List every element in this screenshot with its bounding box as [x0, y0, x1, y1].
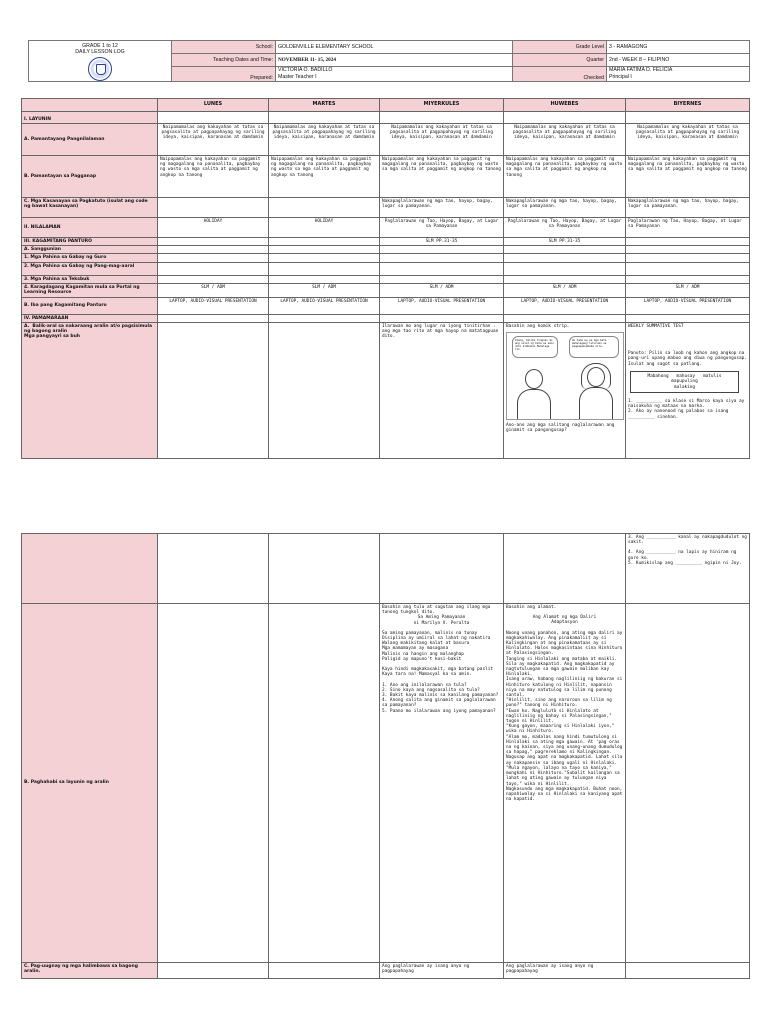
poem-questions: 1. Ano ang inilalarawan sa tula? 2. Sino kaya ang nagsasalita sa tula? 3. Bakit kaya malinis sa kanilang pamayanan? 4. Anong salita ang ginamit sa paglalarawan sa pamayanan? 5. Paano mo ilalarawan ang iyong pamayanan? [382, 682, 499, 714]
pamantayang-biyernes: Naipamamalas ang kakayahan at tatas sa pagsasalita at pagpapahayag ng sariling ideya, kaisipan, karanasan at damdamin [626, 124, 750, 156]
pamamaraan-label: IV. PAMAMARAAN [22, 314, 158, 322]
gabay-guro-label: 1. Mga Pahina sa Gabay ng Guro [22, 254, 158, 262]
kasanayan-miyerkules: Nakapaglalarawan ng mga tao, hayop, bagay, lugar sa pamayanan. [380, 198, 504, 218]
test-item-5: 5. Kumikislap ang __________ ngipin ni Joy. [628, 560, 742, 566]
deped-seal-icon [88, 57, 112, 81]
panuto-text: Panuto: Pilin sa loob ng kahon ang angkop na pang-uri upang mabuo ang diwa ng pangungusap. Isulat ang sagot sa patlang. [628, 351, 747, 367]
dates-value: NOVEMBER 11- 15, 2024 [276, 54, 513, 67]
laptop-huwebes: LAPTOP, AUDIO-VISUAL PRESENTATION [504, 297, 626, 314]
word-choice-box: Mabahong mahusay matulis mapupuling malaking [630, 371, 739, 393]
checked-name: MARIA FATIMA D. FELICIA [609, 67, 673, 73]
pag-uugnay-huwebes: Ang paglalarawan ay isang anyo ng pagpapahayag [504, 963, 626, 979]
deped-logo-cell [29, 41, 172, 82]
day-header-miyerkules: MIYERKULES [380, 99, 504, 112]
comic-girl-body [579, 387, 613, 419]
weekly-test-cell [626, 323, 750, 459]
holiday-martes: HOLIDAY [269, 218, 380, 238]
pagganap-huwebes: Naipapamalas ang kakayahan sa paggamit ng magagalang na pananalita, pagbaybay ng wasto sa mga salita at paggamit ng angkop na tanong [504, 156, 626, 198]
pamantayang-label: A. Pamantayang Pangnilalaman [22, 124, 158, 156]
pamantayang-huwebes: Naipamamalas ang kakayahan at tatas sa pagsasalita at pagpapahayag ng sariling ideya, kaisipan, karanasan at damdamin [504, 124, 626, 156]
school-value: GOLDENVILLE ELEMENTARY SCHOOL [276, 41, 513, 54]
slm-pages-huwebes: SLM PP.31-35 [504, 238, 626, 246]
layunin-label: I. LAYUNIN [22, 112, 158, 124]
legend-author: Adaptasyon [551, 620, 578, 626]
laptop-miyerkules: LAPTOP, AUDIO-VISUAL PRESENTATION [380, 297, 504, 314]
kasanayan-huwebes: Nakapaglalarawan ng mga tao, hayop, bagay, lugar sa pamayanan. [504, 198, 626, 218]
pagganap-label: B. Pamantayan sa Pagganap [22, 156, 158, 198]
grade-level-label: Grade Level [513, 41, 607, 54]
quarter-value: 2nd - WEEK 8 – FILIPINO [607, 54, 750, 67]
day-header-huwebes: HUWEBES [504, 99, 626, 112]
lesson-log-table-page2 [21, 533, 750, 979]
weekly-test-continued [626, 534, 750, 604]
weekly-test-title: WEEKLY SUMMATIVE TEST [628, 324, 684, 330]
nilalaman-miyerkules: Paglalarawan ng Tao, Hayop, Bagay, at Lugar sa Pamayanan [380, 218, 504, 238]
kasanayan-biyernes: Nakapaglalarawan ng mga tao, hayop, bagay, lugar sa pamayanan. [626, 198, 750, 218]
prepared-label: Prepared: [172, 67, 276, 82]
nilalaman-huwebes: Paglalarawan ng Tao, Hayop, Bagay, at Lugar sa Pamayanan [504, 218, 626, 238]
prepared-name: VICTORIA O. BADILLO [278, 67, 333, 73]
comic-question: Ano-ano ang mga salitang naglalarawan ang ginamit sa pangungusap? [506, 423, 615, 434]
balik-aral-huwebes-cell [504, 323, 626, 459]
pagganap-martes: Naipapamalas ang kakayahan sa paggamit ng magagalang na pananalita, pagbaybay ng wasto sa mga salita at paggamit ng angkop na tanong [269, 156, 380, 198]
legend-cell [504, 604, 626, 963]
balik-aral-miyerkules: Ilarawan mo ang lugar na iyong tinitirhan . ang mga tao rito at mga hayop na matatagpuan dito. [380, 323, 504, 459]
school-label: School: [172, 41, 276, 54]
balik-aral-label: A. Balik-aral sa nakaraang aralin at/o pagsisimula ng bagong aralin Mga pangyayri sa buh [22, 323, 158, 459]
teksbuk-label: 3. Mga Pahina sa Teksbuk [22, 275, 158, 283]
slm-adm-martes: SLM / ADM [269, 283, 380, 297]
test-item-4: 4. Ang ___________ na lapis ay hiniram ng guro ko. [628, 550, 737, 561]
kasanayan-label: C. Mga Kasanayan sa Pagkatuto (isulat ang code ng bawat kasanayan) [22, 198, 158, 218]
comic-boy-head [525, 369, 543, 389]
pag-uugnay-miyerkules: Ang paglalarawan ay isang anyo ng pagpapahayag [380, 963, 504, 979]
laptop-martes: LAPTOP, AUDIO-VISUAL PRESENTATION [269, 297, 380, 314]
poem-author: ni Marilyn V. Peralta [413, 620, 470, 626]
nilalaman-biyernes: Paglalarawan ng Tao, Hayop, Bagay, at Lugar sa Pamayanan [626, 218, 750, 238]
slm-pages-miyerkules: SLM PP.31-35 [380, 238, 504, 246]
legend-intro: Basahin ang alamat. [506, 605, 557, 610]
slm-adm-lunes: SLM / ADM [158, 283, 269, 297]
pagganap-miyerkules: Naipapamalas ang kakayahan sa paggamit ng magagalang na pananalita, pagbaybay ng wasto sa mga salita at paggamit ng angkop na tanong [380, 156, 504, 198]
grade-line-2: DAILY LESSON LOG [75, 49, 125, 55]
checked-title: Principal I [609, 74, 632, 80]
legend-title: Ang Alamat ng mga Daliri [532, 615, 597, 621]
pamantayang-lunes: Naipamamalas ang kakayahan at tatas sa pagsasalita at pagpapahayag ng sariling ideya, kaisipan, karanasan at damdamin [158, 124, 269, 156]
comic-strip-image [506, 332, 624, 420]
corner-cell [22, 99, 158, 112]
test-item-1: 1. __________ sa klase si Marco kaya siya ay naisakuha ng mataas na marka. [628, 399, 745, 410]
lesson-log-table-page1 [21, 98, 750, 459]
slm-adm-huwebes: SLM / ADM [504, 283, 626, 297]
sanggunian-label: A. Sanggunian [22, 246, 158, 254]
laptop-biyernes: LAPTOP, AUDIO-VISUAL PRESENTATION [626, 297, 750, 314]
holiday-lunes: HOLIDAY [158, 218, 269, 238]
nilalaman-label: II. NILALAMAN [22, 218, 158, 238]
paghahabi-label: B. Paghahabi sa layunin ng aralin [22, 604, 158, 963]
pag-uugnay-label: C. Pag-uugnay ng mga halimbawa sa bagong aralin. [22, 963, 158, 979]
poem-cell [380, 604, 504, 963]
pagganap-biyernes: Naipapamalas ang kakayahan sa paggamit ng magagalang na pananalita, pagbaybay ng wasto sa mga salita at paggamit ng angkop na tanong [626, 156, 750, 198]
kagamitan-label: III. KAGAMITANG PANTURO [22, 238, 158, 246]
pamantayang-miyerkules: Naipamamalas ang kakayahan at tatas sa pagsasalita at pagpapahayag ng sariling ideya, kaisipan, karanasan at damdamin [380, 124, 504, 156]
grade-line-1: GRADE 1 to 12 [82, 43, 118, 49]
karagdagang-label: 4. Karagdagang Kagamitan mula sa Portal ng Learning Resource [22, 283, 158, 297]
quarter-label: Quarter [513, 54, 607, 67]
slm-adm-miyerkules: SLM / ADM [380, 283, 504, 297]
grade-level-value: 3 - RAMAGONG [607, 41, 750, 54]
day-header-martes: MARTES [269, 99, 380, 112]
laptop-lunes: LAPTOP, AUDIO-VISUAL PRESENTATION [158, 297, 269, 314]
poem-title: Sa Aming Pamayanan [417, 615, 466, 621]
test-item-2: 2. Ako ay nanonood ng palabas sa isang __________ sinehan. [628, 409, 729, 420]
legend-body: Noong unang panahon, ang ating mga daliri ay magkakahiwalay. Ang pinakamaliit ay si Kalingkingan at ang pinakamataas ay si Hinlalato. Halos magkasintaas sina Hinhituro at Palasingsingan. Tanging si Hinlalaki ang mataba at maikli. Sila ay magkakapatid. Ang magkakapatid ay nagtutulungan sa mga gawain maliban kay Hinlalaki. Isang araw, habang nagliliniig ng bakuran si Hinhituro katulong ni Hinlilit, napansin niya na may natutulog sa lilim ng punong santol. "Hinlilit, sino ang naroroon sa lilim ng puno?" tanong ni Hinhituro. "Ewan ko. Naglulutò si Hinlalato at nagliliniig ng bahay si Palasingsingan," tugon ni Hinlilit. "Kung gayon, maaaring si Hinlalaki iyon," wika ni Hinhituro. "Alam mo, madalas nang hindi tumutulong si Hinlalaki sa ating mga gawain. At 'pag oras na ng kainan, siya ang unang-unang dumudulog sa hapag," pagrereklamo ni Kalingkingan. Nagusap ang apat na magkakapatid. Lahat sila ay nakapansin sa ibang ugali ni Hinlalaki. "Mula ngayon, lalayo na tayo sa kaniya," mungkahi ni Hinhituro."Subalit kailangan sa lahat ng ating gawain ay tulungan niya tayo," wika ni Hinlilit. Nagkasundo ang mga magkakapatid. Buhat noon, napahiwalay na si Hinlalaki sa kaniyang apat na kapatid. [506, 630, 623, 803]
iba-pang-label: B. Iba pang Kagamitang Panturo [22, 297, 158, 314]
poem-intro: Basahin ang tula at sagutan ang ilang mga tanong tungkol dito. [382, 605, 491, 616]
day-header-biyernes: BIYERNES [626, 99, 750, 112]
slm-adm-biyernes: SLM / ADM [626, 283, 750, 297]
test-item-3: 3. Ang ___________ kanal ay nakapagdudulot ng sakit. [628, 535, 747, 546]
gabay-mag-aaral-label: 2. Mga Pahina sa Gabay ng Pang-mag-aaral [22, 262, 158, 275]
pamantayang-martes: Naipamamalas ang kakayahan at tatas sa pagsasalita at pagpapahayag ng sariling ideya, kaisipan, karanasan at damdamin [269, 124, 380, 156]
pagganap-lunes: Naipapamalas ang kakayahan sa paggamit ng magagalang na pananalita, pagbaybay ng wasto sa mga salita at paggamit ng angkop na tanong [158, 156, 269, 198]
comic-boy-body [517, 389, 551, 419]
comic-intro: Basahin ang komik strip. [506, 324, 570, 330]
day-header-lunes: LUNES [158, 99, 269, 112]
comic-speech-bubble-left: Ateng, halika tingnan mo ang sulat ng bata sa amin dito Simbahan Mahalaga ito. [512, 336, 558, 358]
dates-label: Teaching Dates and Time: [172, 54, 276, 67]
checked-label: Checked [513, 67, 607, 82]
poem-body: Sa aming pamayanan, malinis na tunay Disiplina ay umiiral sa lahat ng nakatira Walang makikitang kalat at basura Mga mamamayan ay masagana Malinis na hangin ang malanghap Paligid ay mapuno't kasi-bakit Kaya hindi magkakasakit, mga batang paslit Kaya tara na! Mamasyal ka sa amin. [382, 630, 494, 678]
comic-speech-bubble-right: Oo tama ka sa mga bata mahalagang tuturuan sa pagpapakumbaba sila. [569, 336, 619, 358]
prepared-title: Master Teacher I [278, 74, 317, 80]
header-table [28, 40, 750, 82]
